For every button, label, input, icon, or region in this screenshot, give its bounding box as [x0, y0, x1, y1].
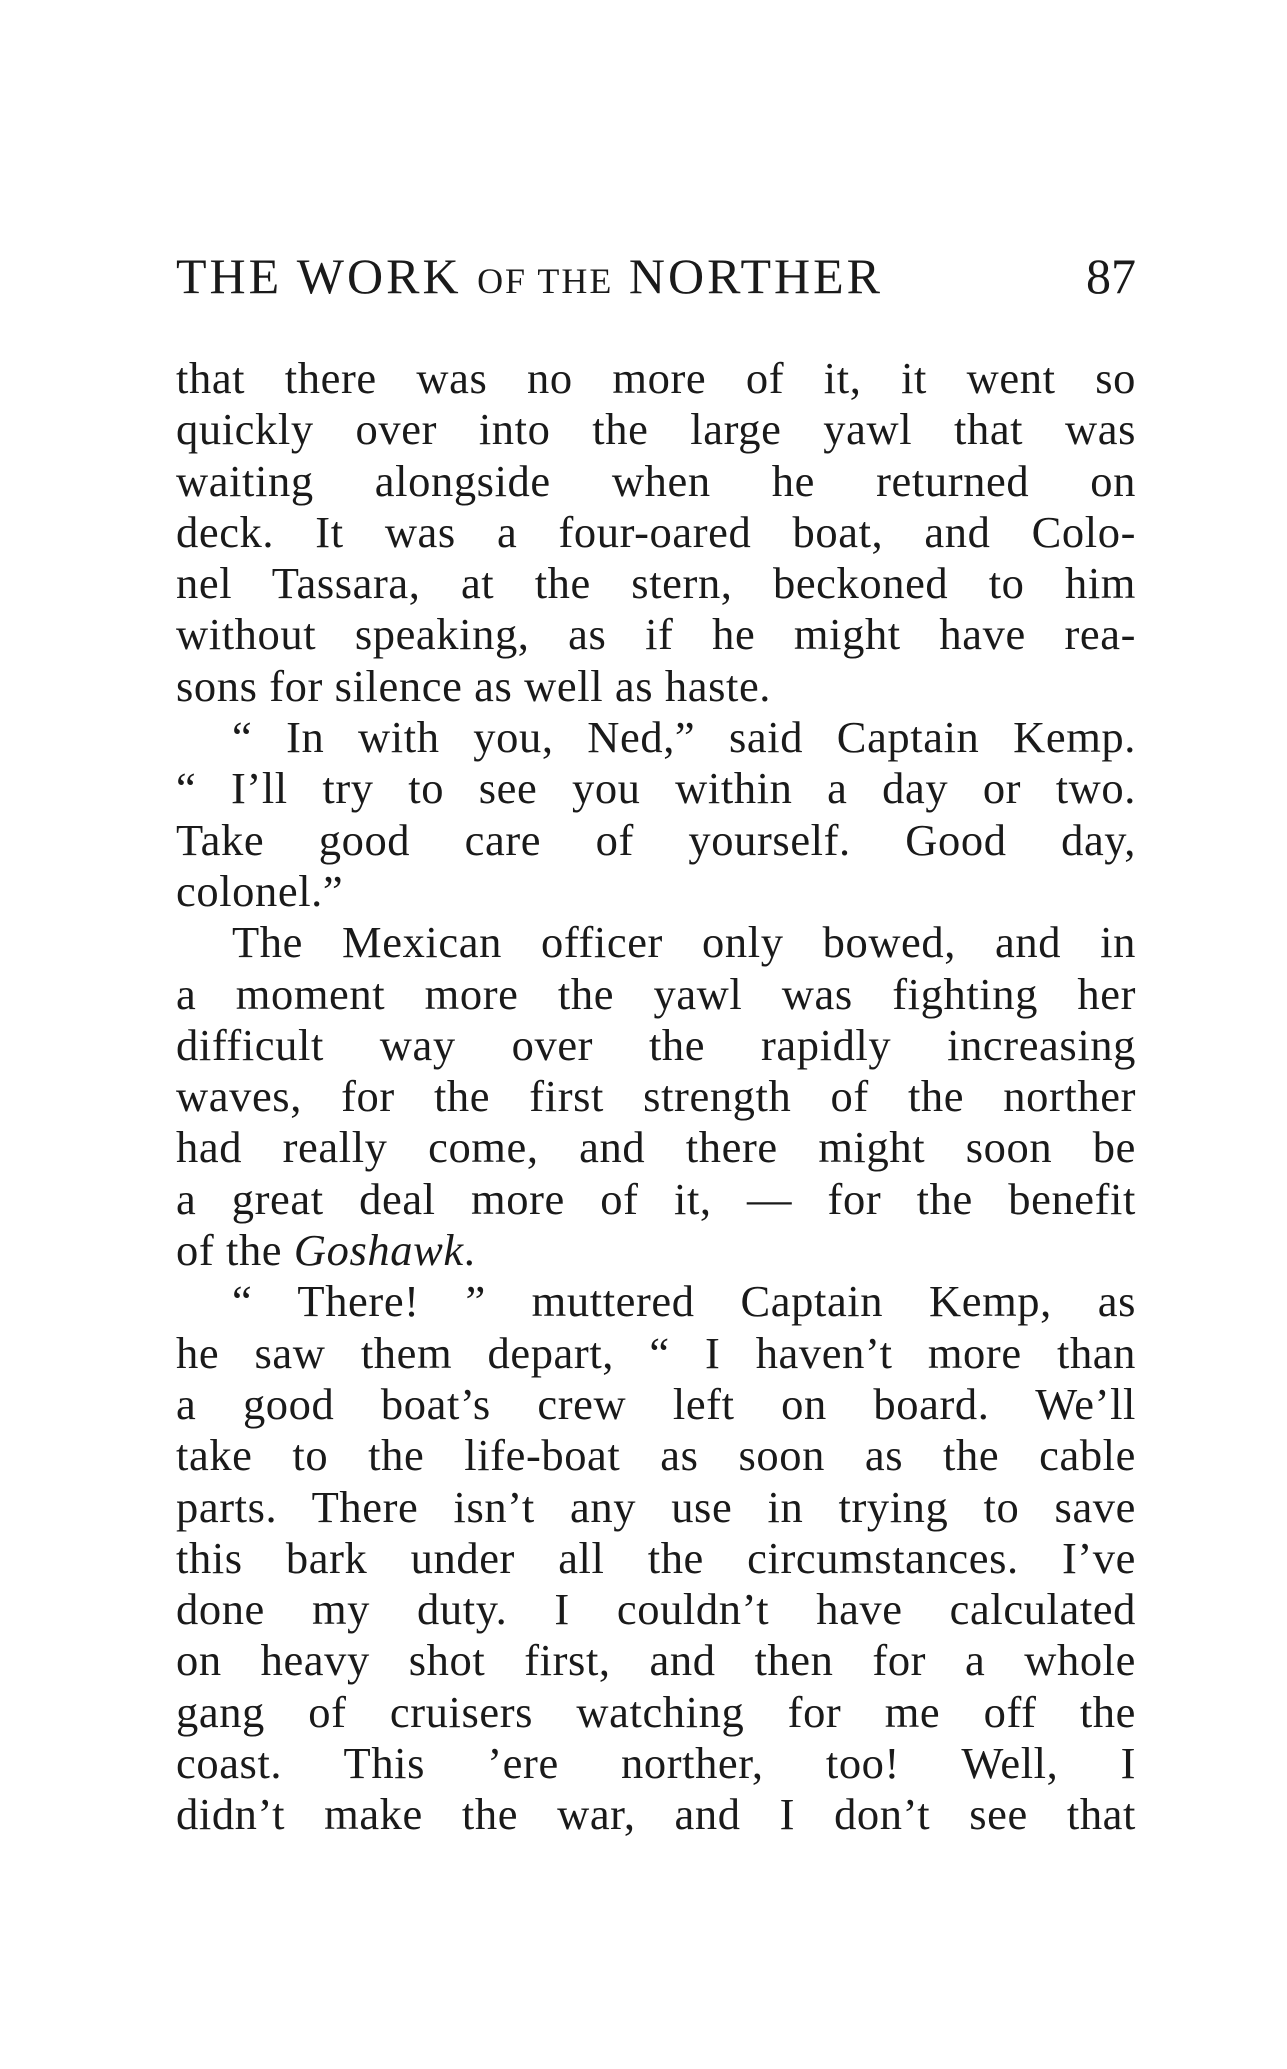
- text-line: nel Tassara, at the stern, beckoned to him: [176, 558, 1136, 609]
- final-line-suffix: .: [463, 1225, 476, 1276]
- body-text: [176, 353, 1136, 1841]
- running-head-title: [176, 246, 883, 311]
- text-line: “ In with you, Ned,” said Captain Kemp.: [232, 712, 1136, 763]
- text-line: “ There! ” muttered Captain Kemp, as: [232, 1276, 1136, 1327]
- text-line: take to the life-boat as soon as the cable: [176, 1430, 1136, 1481]
- text-line: difficult way over the rapidly increasing: [176, 1019, 1136, 1070]
- text-line: quickly over into the large yawl that was: [176, 404, 1136, 455]
- text-line: a great deal more of it, — for the benefit: [176, 1173, 1136, 1224]
- final-line-prefix: of the: [176, 1225, 294, 1276]
- text-line: “ I’ll try to see you within a day or two.: [176, 763, 1136, 814]
- text-line: had really come, and there might soon be: [176, 1122, 1136, 1173]
- text-line: a moment more the yawl was fighting her: [176, 968, 1136, 1019]
- text-line: he saw them depart, “ I haven’t more than: [176, 1327, 1136, 1378]
- text-line: gang of cruisers watching for me off the: [176, 1686, 1136, 1737]
- text-line: done my duty. I couldn’t have calculated: [176, 1584, 1136, 1635]
- text-line: waiting alongside when he returned on: [176, 455, 1136, 506]
- title-part-1: THE WORK: [176, 248, 478, 304]
- running-head: [176, 246, 1136, 306]
- text-line-final: [176, 1225, 1136, 1276]
- title-small-caps: OF THE: [477, 261, 614, 301]
- title-part-2: NORTHER: [613, 248, 884, 304]
- text-line: deck. It was a four-oared boat, and Colo-: [176, 506, 1136, 557]
- text-line: The Mexican officer only bowed, and in: [232, 917, 1136, 968]
- text-line: Take good care of yourself. Good day,: [176, 814, 1136, 865]
- page-number: 87: [1086, 248, 1136, 304]
- text-line: this bark under all the circumstances. I’ve: [176, 1532, 1136, 1583]
- text-line: without speaking, as if he might have rea-: [176, 609, 1136, 660]
- text-line: coast. This ’ere norther, too! Well, I: [176, 1738, 1136, 1789]
- text-line: didn’t make the war, and I don’t see that: [176, 1789, 1136, 1840]
- text-line: a good boat’s crew left on board. We’ll: [176, 1378, 1136, 1429]
- text-line: on heavy shot first, and then for a whole: [176, 1635, 1136, 1686]
- text-line: sons for silence as well as haste.: [176, 660, 772, 711]
- text-line: colonel.”: [176, 865, 344, 916]
- text-line: that there was no more of it, it went so: [176, 353, 1136, 403]
- text-line: parts. There isn’t any use in trying to save: [176, 1481, 1136, 1532]
- text-line: waves, for the first strength of the norther: [176, 1071, 1136, 1122]
- ship-name-italic: Goshawk: [293, 1225, 464, 1276]
